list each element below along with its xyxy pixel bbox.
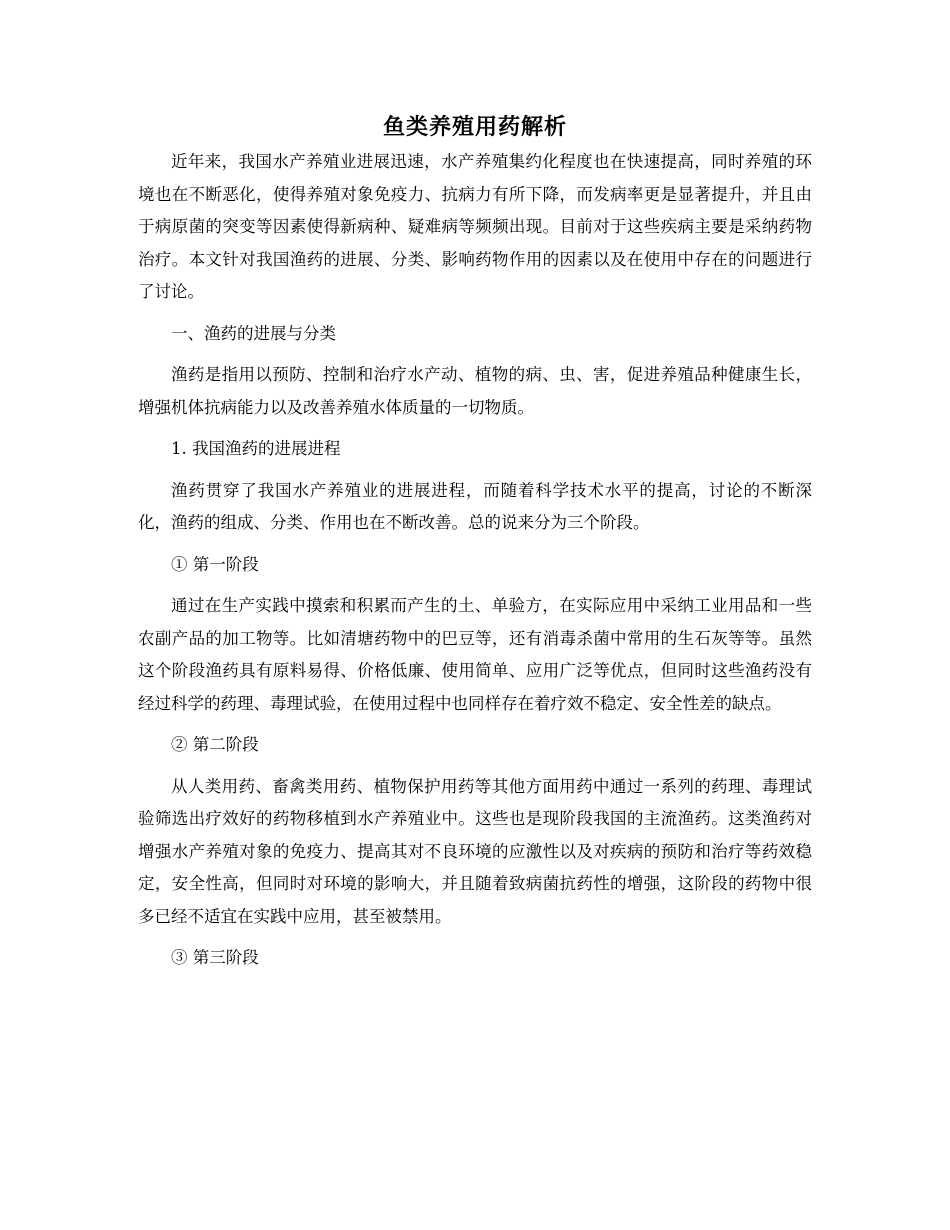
- document-title: 鱼类养殖用药解析: [382, 115, 567, 140]
- fishery-drug-definition-paragraph: 渔药是指用以预防、控制和治疗水产动、植物的病、虫、害，促进养殖品种健康生长，增强机体抗病能力以及改善养殖水体质量的一切物质。: [138, 365, 812, 417]
- stage-three-heading: ③ 第三阶段: [171, 948, 259, 967]
- stage-two-heading: ② 第二阶段: [171, 735, 259, 754]
- development-process-paragraph: 渔药贯穿了我国水产养殖业的进展进程，而随着科学技术水平的提高，讨论的不断深化，渔药的组成、分类、作用也在不断改善。总的说来分为三个阶段。: [138, 480, 812, 532]
- intro-paragraph: 近年来，我国水产养殖业进展迅速，水产养殖集约化程度也在快速提高，同时养殖的环境也在不断恶化，使得养殖对象免疫力、抗病力有所下降，而发病率更是显著提升，并且由于病原菌的突变等因素使得新病种、疑难病等频频出现。目前对于这些疾病主要是采纳药物治疗。本文针对我国渔药的进展、分类、影响药物作用的因素以及在使用中存在的问题进行了讨论。: [138, 152, 812, 301]
- section-heading-development-classification: 一、渔药的进展与分类: [171, 323, 336, 343]
- stage-one-paragraph: 通过在生产实践中摸索和积累而产生的土、单验方，在实际应用中采纳工业用品和一些农副产品的加工物等。比如清塘药物中的巴豆等，还有消毒杀菌中常用的生石灰等等。虽然这个阶段渔药具有原料易得、价格低廉、使用简单、应用广泛等优点，但同时这些渔药没有经过科学的药理、毒理试验，在使用过程中也同样存在着疗效不稳定、安全性差的缺点。: [138, 596, 812, 713]
- stage-two-paragraph: 从人类用药、畜禽类用药、植物保护用药等其他方面用药中通过一系列的药理、毒理试验筛选出疗效好的药物移植到水产养殖业中。这些也是现阶段我国的主流渔药。这类渔药对增强水产养殖对象的免疫力、提高其对不良环境的应激性以及对疾病的预防和治疗等药效稳定，安全性高，但同时对环境的影响大，并且随着致病菌抗药性的增强，这阶段的药物中很多已经不适宜在实践中应用，甚至被禁用。: [138, 776, 812, 926]
- subsection-heading-development-process: 1. 我国渔药的进展进程: [171, 439, 341, 458]
- stage-one-heading: ① 第一阶段: [171, 554, 259, 574]
